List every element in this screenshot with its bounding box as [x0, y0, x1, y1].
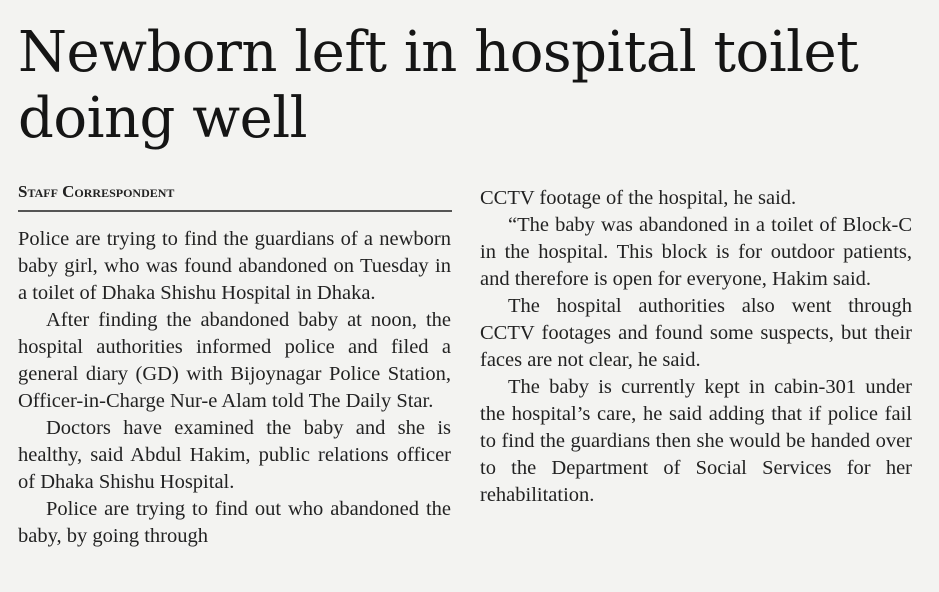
article-column-1 — [18, 226, 451, 550]
paragraph: After finding the abandoned baby at noon, the hospital authorities informed police and filed a general diary (GD) with Bijoynagar Police Station, Officer-in-Charge Nur-e Alam told The Daily Star. — [18, 309, 451, 412]
article-column-2 — [480, 185, 912, 509]
byline-rule — [18, 210, 452, 212]
paragraph: “The baby was abandoned in a toilet of Block-C in the hospital. This block is for outdoor patients, and therefore is open for everyone, Hakim said. — [480, 214, 912, 290]
paragraph: The baby is currently kept in cabin-301 under the hospital’s care, he said adding that if police fail to find the guardians then she would be handed over to the Department of Social Services for her rehabilitation. — [480, 376, 912, 506]
paragraph: Police are trying to find the guardians of a newborn baby girl, who was found abandoned on Tuesday in a toilet of Dhaka Shishu Hospital in Dhaka. — [18, 228, 451, 304]
headline: Newborn left in hospital toilet doing well — [18, 20, 859, 151]
paragraph: The hospital authorities also went through CCTV footages and found some suspects, but their faces are not clear, he said. — [480, 295, 912, 371]
paragraph: Police are trying to find out who abandoned the baby, by going through — [18, 498, 451, 547]
byline: Staff Correspondent — [18, 182, 175, 201]
paragraph: Doctors have examined the baby and she is healthy, said Abdul Hakim, public relations officer of Dhaka Shishu Hospital. — [18, 417, 451, 493]
paragraph: CCTV footage of the hospital, he said. — [480, 187, 797, 209]
